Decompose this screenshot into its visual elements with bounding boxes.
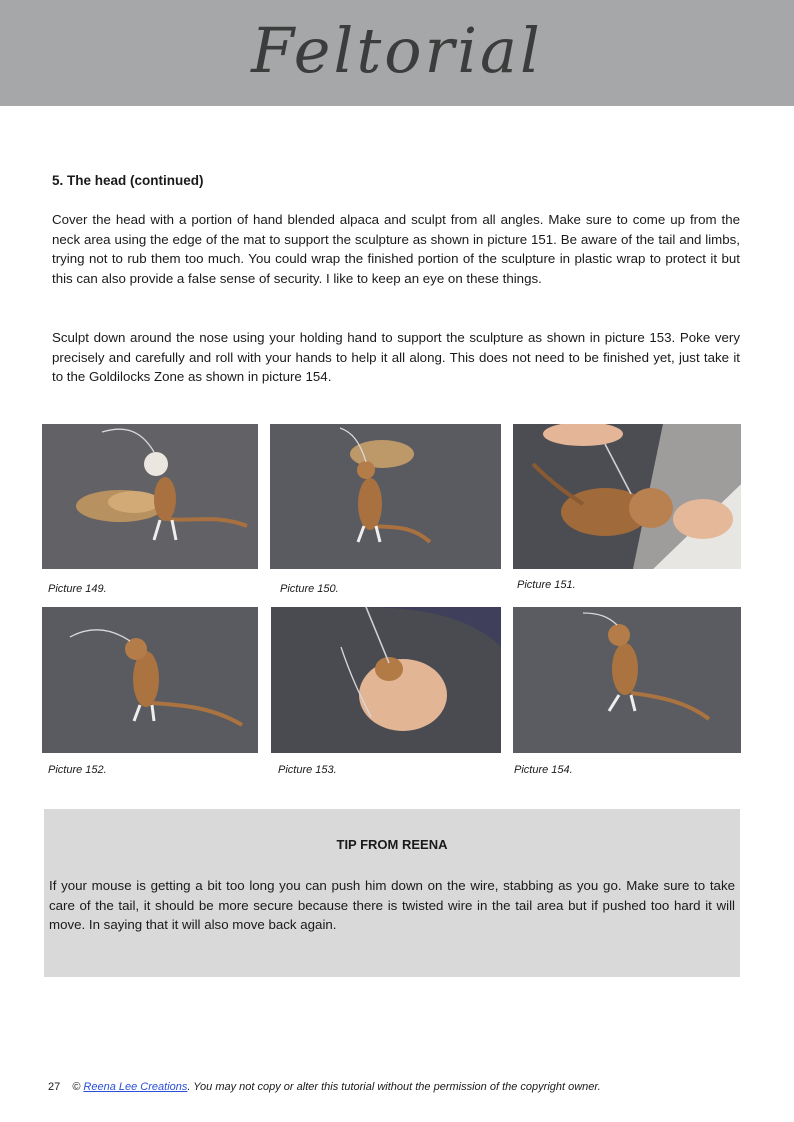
section-heading: 5. The head (continued): [52, 173, 204, 188]
tip-title: TIP FROM REENA: [336, 837, 448, 852]
tip-text: If your mouse is getting a bit too long you can push him down on the wire, stabbing as you go. Make sure to take care of the tail, it should be more secure because there is twisted wire in the tail area but if pushed too hard it will move. In saying that it will also move back again.: [49, 878, 735, 933]
picture-151-caption: Picture 151.: [517, 579, 576, 591]
picture-149-caption: Picture 149.: [48, 583, 107, 595]
copyright-link[interactable]: Reena Lee Creations: [83, 1081, 188, 1093]
header-title: Feltorial: [251, 14, 543, 87]
picture-154-caption: Picture 154.: [514, 764, 573, 776]
picture-150-image: [270, 424, 501, 569]
picture-151-image: [513, 424, 741, 569]
copyright-notice: . You may not copy or alter this tutorial without the permission of the copyright owner.: [187, 1081, 601, 1093]
footer: [48, 1081, 601, 1093]
picture-152-image: [42, 607, 258, 753]
picture-152-caption: Picture 152.: [48, 764, 107, 776]
picture-150-caption: Picture 150.: [280, 583, 339, 595]
picture-153-caption: Picture 153.: [278, 764, 337, 776]
paragraph-2: Sculpt down around the nose using your holding hand to support the sculpture as shown in picture 153. Poke very precisely and carefully and roll with your hands to help it all along. This does not need to be finished yet, just take it to the Goldilocks Zone as shown in picture 154.: [52, 330, 740, 385]
paragraph-1: Cover the head with a portion of hand blended alpaca and sculpt from all angles. Make sure to come up from the neck area using the edge of the mat to support the sculpture as shown in picture 151. Be aware of the tail and limbs, trying not to rub them too much. You could wrap the finished portion of the sculpture in plastic wrap to protect it but this can also provide a false sense of security. I like to keep an eye on these things.: [52, 212, 740, 286]
page-number: 27: [48, 1081, 61, 1093]
picture-153-image: [271, 607, 501, 753]
tip-box: [44, 809, 740, 977]
picture-149-image: [42, 424, 258, 569]
copyright-symbol: ©: [72, 1081, 81, 1093]
picture-154-image: [513, 607, 741, 753]
